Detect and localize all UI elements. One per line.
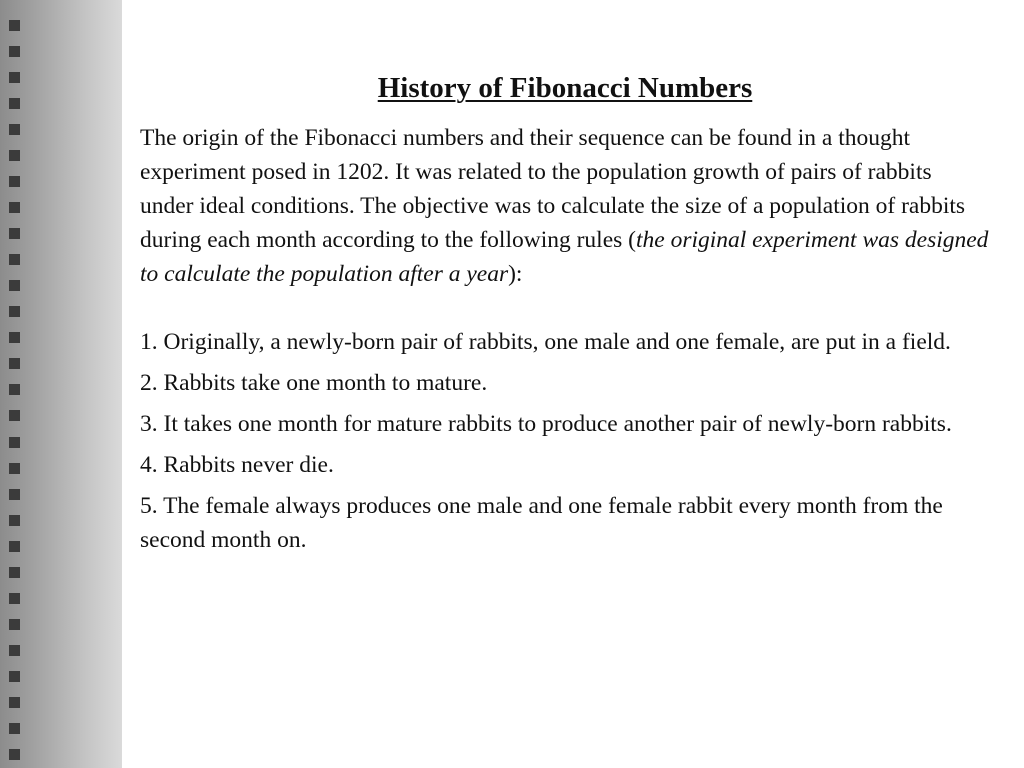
decorative-sidebar	[0, 0, 122, 768]
sidebar-square	[9, 645, 20, 656]
sidebar-square	[9, 723, 20, 734]
sidebar-square	[9, 124, 20, 135]
sidebar-square	[9, 437, 20, 448]
sidebar-square	[9, 254, 20, 265]
sidebar-square	[9, 671, 20, 682]
intro-paragraph	[140, 121, 990, 291]
rule-item: 1. Originally, a newly-born pair of rabbits, one male and one female, are put in a field.	[140, 329, 951, 355]
intro-italic-text: the original experiment was designed to calculate the population after a year	[140, 227, 989, 287]
sidebar-square	[9, 72, 20, 83]
rule-item: 2. Rabbits take one month to mature.	[140, 370, 488, 396]
sidebar-square	[9, 202, 20, 213]
slide-content	[140, 72, 990, 564]
sidebar-square	[9, 358, 20, 369]
intro-text: The origin of the Fibonacci numbers and their sequence can be found in a thought experiment posed in 1202. It was related to the population growth of pairs of rabbits under ideal conditions. The objective was to calculate the size of a population of rabbits during each month according to the following rules (	[140, 125, 966, 253]
slide-title: History of Fibonacci Numbers	[377, 72, 753, 104]
rule-item: 3. It takes one month for mature rabbits to produce another pair of newly-born rabbits.	[140, 411, 952, 437]
sidebar-square	[9, 332, 20, 343]
rules-list	[140, 325, 990, 557]
sidebar-square-column	[9, 20, 22, 760]
sidebar-square	[9, 176, 20, 187]
sidebar-square	[9, 410, 20, 421]
sidebar-square	[9, 749, 20, 760]
sidebar-square	[9, 306, 20, 317]
sidebar-square	[9, 98, 20, 109]
sidebar-square	[9, 593, 20, 604]
sidebar-square	[9, 541, 20, 552]
intro-end-text: ):	[508, 261, 523, 287]
sidebar-square	[9, 515, 20, 526]
sidebar-square	[9, 463, 20, 474]
sidebar-square	[9, 46, 20, 57]
sidebar-square	[9, 489, 20, 500]
sidebar-square	[9, 697, 20, 708]
sidebar-square	[9, 20, 20, 31]
rule-item: 4. Rabbits never die.	[140, 452, 334, 478]
rule-item: 5. The female always produces one male and one female rabbit every month from the second month on.	[140, 493, 943, 553]
sidebar-square	[9, 619, 20, 630]
sidebar-square	[9, 567, 20, 578]
sidebar-square	[9, 150, 20, 161]
sidebar-square	[9, 280, 20, 291]
sidebar-square	[9, 228, 20, 239]
sidebar-square	[9, 384, 20, 395]
